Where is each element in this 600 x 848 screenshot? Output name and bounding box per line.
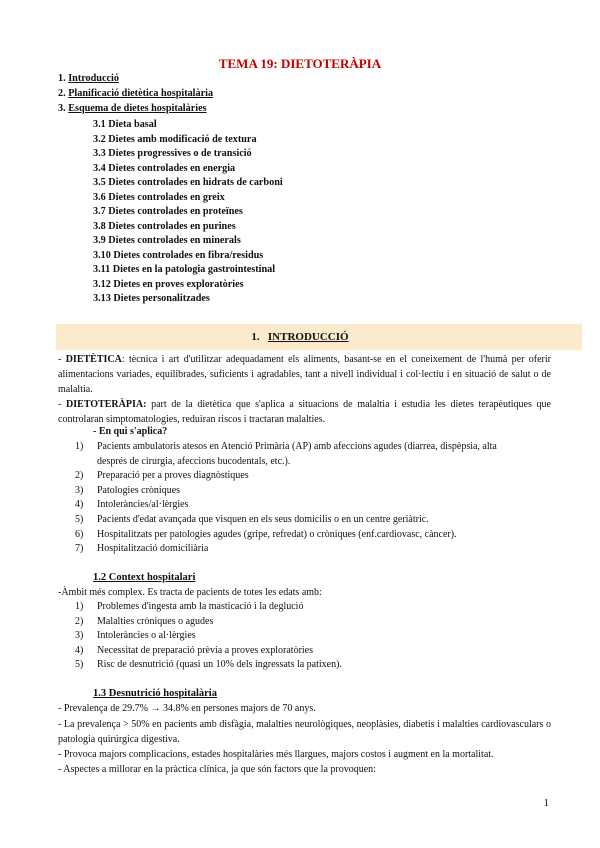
toc-subitem[interactable]: 3.9 Dietes controlades en minerals bbox=[93, 235, 241, 246]
paragraph-line: - Provoca majors complicacions, estades hospitalàries més llargues, majors costos i augment en la mortalitat. bbox=[58, 749, 494, 760]
list-text: Pacients ambulatoris atesos en Atenció Primària (AP) amb afeccions agudes (diarrea, dispèpsia, alta bbox=[97, 441, 497, 452]
list-number: 4) bbox=[75, 499, 84, 510]
applies-heading: - En qui s'aplica? bbox=[93, 426, 168, 437]
list-item bbox=[75, 499, 188, 510]
term-dietetica: DIETÈTICA bbox=[65, 354, 122, 365]
toc-label: Esquema de dietes hospitalàries bbox=[68, 103, 207, 114]
list-text: Patologies cròniques bbox=[97, 485, 181, 496]
list-text: Problemes d'ingesta amb la masticació i la deglució bbox=[97, 601, 304, 612]
toc-subitem[interactable]: 3.11 Dietes en la patologia gastrointestinal bbox=[93, 264, 276, 275]
paragraph-line: - Aspectes a millorar en la pràctica clínica, ja que són factors que la provoquen: bbox=[58, 764, 376, 775]
list-text: després de cirurgia, afeccions bucodentals, etc.). bbox=[97, 456, 291, 467]
list-number: 5) bbox=[75, 659, 84, 670]
toc-subitem[interactable]: 3.12 Dietes en proves exploratòries bbox=[93, 279, 244, 290]
document-title: TEMA 19: DIETOTERÀPIA bbox=[218, 56, 382, 71]
page-number: 1 bbox=[543, 797, 549, 809]
list-text: Hospitalització domiciliària bbox=[97, 543, 209, 554]
section-heading bbox=[0, 331, 600, 343]
list-number: 4) bbox=[75, 645, 84, 656]
toc-subitem[interactable]: 3.13 Dietes personalitzades bbox=[93, 293, 210, 304]
subsection-heading-desnutricio: 1.3 Desnutrició hospitalària bbox=[93, 688, 217, 699]
term-dietoterapia: DIETOTERÀPIA: bbox=[66, 399, 147, 410]
list-number: 7) bbox=[75, 543, 84, 554]
toc-number: 3. bbox=[58, 103, 66, 114]
list-item bbox=[75, 456, 290, 467]
list-text: Pacients d'edat avançada que visquen en els seus domicilis o en un centre geriàtric. bbox=[97, 514, 429, 525]
toc-label: Introducció bbox=[68, 73, 119, 84]
toc-subitem[interactable]: 3.3 Dietes progressives o de transició bbox=[93, 148, 252, 159]
toc-item-esquema[interactable] bbox=[58, 103, 207, 114]
list-number: 6) bbox=[75, 529, 84, 540]
list-item bbox=[75, 485, 180, 496]
toc-subitem[interactable]: 3.8 Dietes controlades en purines bbox=[93, 221, 236, 232]
list-item bbox=[75, 470, 249, 481]
list-text: Hospitalitzats per patologies agudes (gripe, refredat) o cròniques (enf.cardiovasc, càncer). bbox=[97, 529, 457, 540]
list-item bbox=[75, 543, 208, 554]
list-text: Necessitat de preparació prèvia a proves exploratòries bbox=[97, 645, 314, 656]
toc-subitem[interactable]: 3.4 Dietes controlades en energia bbox=[93, 163, 236, 174]
list-number: 5) bbox=[75, 514, 84, 525]
toc-subitem[interactable]: 3.5 Dietes controlades en hidrats de carboni bbox=[93, 177, 283, 188]
list-item bbox=[75, 601, 303, 612]
toc-item-planificacio[interactable] bbox=[58, 88, 213, 99]
list-number: 1) bbox=[75, 601, 84, 612]
list-item bbox=[75, 529, 457, 540]
definition-text: part de la dietètica que s'aplica a situacions de malaltia i estudia les dietes terapèutiques que controlaran simptomatologies, reduiran riscos i tractaran malalties. bbox=[58, 399, 551, 425]
list-number: 1) bbox=[75, 441, 84, 452]
definition-dietoterapia bbox=[58, 397, 551, 427]
list-text: Risc de desnutrició (quasi un 10% dels ingressats la patixen). bbox=[97, 659, 342, 670]
list-number: 2) bbox=[75, 470, 84, 481]
toc-number: 1. bbox=[58, 73, 66, 84]
list-item bbox=[75, 630, 196, 641]
paragraph-line: - La prevalença > 50% en pacients amb disfàgia, malalties neurològiques, neoplàsies, diabetis i malalties cardiovasculars o patologia quirúrgica digestiva. bbox=[58, 719, 551, 745]
list-number: 3) bbox=[75, 485, 84, 496]
list-number: 2) bbox=[75, 616, 84, 627]
bullet-prefix: - bbox=[58, 354, 66, 365]
list-number: 3) bbox=[75, 630, 84, 641]
toc-subitem[interactable]: 3.7 Dietes controlades en proteïnes bbox=[93, 206, 243, 217]
subsection-heading-context: 1.2 Context hospitalari bbox=[93, 572, 196, 583]
toc-subitem[interactable]: 3.2 Dietes amb modificació de textura bbox=[93, 134, 257, 145]
list-item bbox=[75, 659, 342, 670]
list-item bbox=[75, 645, 313, 656]
section-title-text: INTRODUCCIÓ bbox=[267, 331, 349, 343]
toc-subitem[interactable]: 3.6 Dietes controlades en greix bbox=[93, 192, 225, 203]
bullet-prefix: - bbox=[58, 399, 67, 410]
paragraph-line: - Prevalença de 29.7% → 34.8% en persones majors de 70 anys. bbox=[58, 703, 316, 714]
toc-subitem[interactable]: 3.10 Dietes controlades en fibra/residus bbox=[93, 250, 264, 261]
definition-text: : tècnica i art d'utilitzar adequadament els aliments, basant-se en el coneixement de l'humà per oferir alimentacions variades, equilibrades, suficients i agradables, tant a nivell individual i col·lectiu i en situació de salut o de malaltia. bbox=[58, 354, 551, 395]
toc-label: Planificació dietètica hospitalària bbox=[68, 88, 214, 99]
list-text: Intoleràncies o al·lèrgies bbox=[97, 630, 196, 641]
list-text: Intoleràncies/al·lèrgies bbox=[97, 499, 189, 510]
list-text: Preparació per a proves diagnòstiques bbox=[97, 470, 249, 481]
section-number: 1. bbox=[251, 331, 260, 343]
list-item bbox=[75, 441, 497, 452]
list-item bbox=[75, 616, 213, 627]
toc-subitem[interactable]: 3.1 Dieta basal bbox=[93, 119, 157, 130]
list-item bbox=[75, 514, 429, 525]
definition-dietetica bbox=[58, 352, 551, 397]
list-text: Malalties cròniques o agudes bbox=[97, 616, 214, 627]
toc-item-introduccio[interactable] bbox=[58, 73, 119, 84]
subsection-intro: -Àmbit més complex. Es tracta de pacients de totes les edats amb: bbox=[58, 587, 322, 598]
toc-number: 2. bbox=[58, 88, 66, 99]
